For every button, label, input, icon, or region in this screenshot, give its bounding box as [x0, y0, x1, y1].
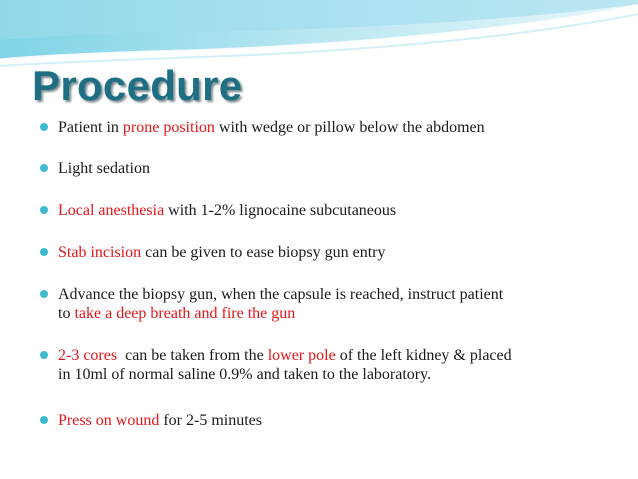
bullet-text: for 2-5 minutes [159, 412, 262, 429]
bullet-highlight: lower pole [267, 347, 336, 364]
bullet-text: to [58, 305, 75, 322]
bullet-text: Patient in [58, 119, 123, 136]
bullet-highlight: 2-3 cores [58, 347, 118, 364]
slide-title: Procedure [32, 62, 243, 109]
bullet-item [40, 346, 630, 384]
bullet-highlight: take a deep breath and fire the gun [74, 305, 296, 322]
bullet-text: with wedge or pillow below the abdomen [214, 119, 485, 136]
bullet-text: Advance the biopsy gun, when the capsule is reached, instruct patient [58, 286, 504, 303]
bullet-highlight: Local anesthesia [58, 202, 165, 219]
bullet-highlight: Press on wound [58, 412, 160, 429]
bullet-dot-icon [40, 290, 48, 298]
bullet-dot-icon [40, 351, 48, 359]
bullet-dot-icon [40, 416, 48, 424]
bullet-list [40, 114, 630, 430]
bullet-text: with 1-2% lignocaine subcutaneous [164, 202, 397, 219]
bullet-text: can be taken from the [117, 347, 268, 364]
bullet-text: can be given to ease biopsy gun entry [141, 244, 386, 261]
bullet-item [40, 243, 630, 262]
bullet-dot-icon [40, 248, 48, 256]
bullet-item [40, 411, 630, 430]
bullet-highlight: Stab incision [58, 244, 142, 261]
bullet-dot-icon [40, 123, 48, 131]
bullet-item [40, 159, 630, 178]
bullet-item [40, 285, 630, 323]
bullet-text: of the left kidney & placed [335, 347, 512, 364]
bullet-dot-icon [40, 164, 48, 172]
bullet-text: in 10ml of normal saline 0.9% and taken to the laboratory. [58, 366, 432, 383]
bullet-item [40, 118, 630, 137]
bullet-item [40, 201, 630, 220]
bullet-text: Light sedation [58, 160, 150, 177]
bullet-dot-icon [40, 206, 48, 214]
bullet-highlight: prone position [122, 119, 215, 136]
